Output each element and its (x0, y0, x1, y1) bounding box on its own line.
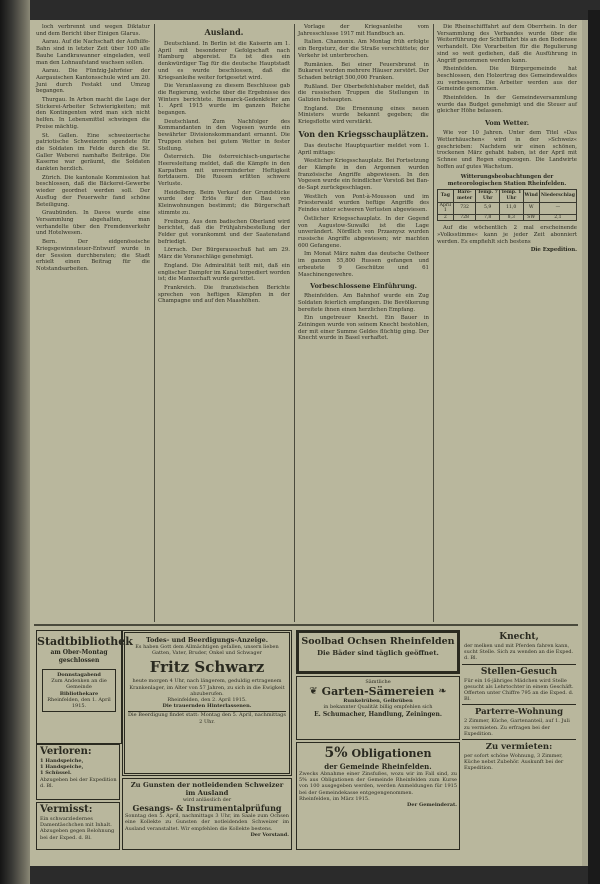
article-paragraph: Freiburg. Aus dem badischen Oberland wird berichtet, daß die Frühjahrsbestellung der Felder gut vorankommt und der Saatenstand befriedigt. (158, 218, 290, 245)
bonds-percent: 5% (324, 745, 348, 761)
ad-lost (36, 744, 120, 800)
section-heading-ausland: Ausland. (204, 27, 244, 37)
expedition-sign: Die Expedition. (530, 247, 577, 254)
concert-sub: wird anlässlich der (182, 797, 232, 803)
small-ad-text: Für ein 16-jähriges Mädchen wird Stelle gesucht als Lehrtochter in einem Geschäft. Offerten unter Chiffre 795 an die Exped. d. Bl. (464, 677, 574, 703)
seeds-text: in bekannter Qualität billig empfehlen sich (323, 704, 433, 711)
table-cell: 2 (438, 214, 454, 221)
library-date: Rheinfelden, den 1. April 1915. (47, 696, 111, 710)
small-ad-title: Zu vermieten: (485, 742, 553, 753)
column-1 (36, 24, 150, 622)
table-header: Wind (523, 190, 539, 202)
ads-separator (34, 624, 578, 626)
table-header: Temp. 7 Uhr (477, 190, 498, 201)
small-ad-title: Stellen-Gesuch (480, 666, 558, 677)
article-paragraph: Italien. Chamonix. Am Montag früh erfolgte ein Bergsturz, der die Straße verschüttete; der Verkehr ist unterbrochen. (298, 39, 429, 59)
concert-title: Zu Gunsten der notleidenden Schweizer im Ausland (130, 781, 284, 797)
article-paragraph: Lörrach. Der Bürgerausschuß hat am 29. März die Voranschläge genehmigt. (158, 247, 290, 261)
article-paragraph: Vorlage der Kriegsanleihe vom Jahresschlusse 1917 mit Handbuch an. (298, 24, 429, 37)
article-paragraph: St. Gallen. Eine schweizerische patriotische Schweizerin spendete für die Soldaten im Felde durch die St. Galler Weberei namhafte Beiträge. Die Kaserne war geräumt, die Soldaten dankten herzlich. (36, 132, 150, 173)
article-paragraph: Rheinfelden. In der Gemeindeversammlung wurde das Budget genehmigt und die Steuer auf gleicher Höhe belassen. (437, 95, 577, 115)
lost-item: 1 Handspeiche, (40, 764, 84, 771)
solbad-title: Soolbad Ochsen Rheinfelden (301, 636, 455, 647)
table-cell: W (523, 202, 539, 214)
weather-table (437, 189, 577, 221)
article-paragraph: Rheinfelden. Am Bahnhof wurde ein Zug Soldaten feierlich empfangen. Die Bevölkerung bereitete ihnen einen herzlichen Empfang. (298, 293, 429, 313)
missing-title: Vermisst: (40, 804, 93, 815)
table-cell: 2,1 (539, 214, 576, 221)
small-ad (462, 740, 576, 774)
table-cell: April 1 (438, 202, 454, 214)
ad-death-notice (122, 630, 292, 776)
page-edge (582, 20, 588, 866)
small-ad-title: Knecht, (499, 632, 539, 642)
table-header: Tag (438, 190, 454, 202)
small-ad (462, 630, 576, 665)
article-paragraph: Das deutsche Hauptquartier meldet vom 1. April mittags: (298, 142, 429, 156)
table-cell: 732 (453, 202, 476, 214)
table-cell: 11,0 (499, 202, 523, 214)
concert-text: Sonntag den 5. April, nachmittags 3 Uhr, im Saale zum Ochsen eine Kollekte zu Gunsten der notleidenden Schweizer im Ausland veranstaltet. Wir empfehlen die Kollekte bestens. (125, 813, 289, 832)
article-paragraph: Rheinfelden. Die Bürgergemeinde hat beschlossen, den Holzertrag des Gemeindewaldes zu verbessern. Die Arbeiter werden aus der Gemeinde genommen. (437, 66, 577, 93)
death-title: Todes- und Beerdigungs-Anzeige. (145, 636, 269, 644)
ad-seeds (296, 676, 460, 740)
seeds-pre: Sämtliche (365, 679, 391, 685)
small-ad-title: Parterre-Wohnung (474, 707, 564, 718)
section-heading-weather: Vom Wetter. (484, 119, 530, 128)
column-rule (154, 24, 155, 622)
article-paragraph: Aarau. Auf die Nachschaft der Aufhilfe-Bahn sind in letzter Zeit über 100 alle Bauhe Landkrawanner eingeladen, weil man den Lohnaufstand wachsen sollen. (36, 39, 150, 66)
solbad-subtitle: Die Bäder sind täglich geöffnet. (317, 649, 439, 657)
ad-missing (36, 802, 120, 850)
ad-concert (122, 778, 292, 850)
lost-item: 1 Handspeiche, (40, 758, 84, 764)
bonds-sign: Der Gemeinderat. (407, 802, 457, 809)
newspaper-page (30, 20, 582, 866)
seeds-title-row (299, 685, 457, 698)
lost-note: Abzugeben bei der Expedition d. Bl. (40, 776, 117, 789)
article-paragraph: Thurgau. In Arbon macht die Lage der Stickerei-Arbeiter Schwierigkeiten; mit den Kontingenten wird man sich nicht helfen. In Lebensmittel schwingen die Preise mächtig. (36, 97, 150, 130)
article-paragraph: Aarau. Die Fünfzig-Jahrfeier der Aargauischen Kantonsschule wird am 20. Juni durch Festakt und Umzug begangen. (36, 68, 150, 95)
library-line: Bibliothekare (59, 690, 99, 697)
flower-ornament-icon: ❦ (309, 686, 318, 698)
article-paragraph: Zürich. Die kantonale Kommission hat beschlossen, daß die Bäckerei-Gewerbe wieder geordnet werden soll. Der Ausflug der Feuerwehr fand schöne Beteiligung. (36, 174, 150, 208)
bonds-text: Zwecks Abnahme einer Zinsfußes, wozu wir im Fall sind, zu 5% aus Obligationen der Gemeinde Rheinfelden zum Kurse von 100 ausgegeben werden, werden Anmeldungen für 1915 bei der Gemeindekasse entgegengenommen. (299, 771, 457, 796)
article-paragraph: Graubünden. In Davos wurde eine Versammlung abgehalten, man verhandelte über den Fremdenverkehr und Hotelwesen. (36, 210, 150, 237)
library-line: Donnstagabend (57, 672, 101, 678)
seeds-title: Garten-Sämereien (321, 685, 435, 699)
table-cell: 5,9 (476, 202, 500, 214)
article-paragraph: Österreich. Die österreichisch-ungarische Heeresleitung meldet, daß die Kämpfe in den Karpathen mit unverminderter Heftigkeit fortdauern. Die Russen erlitten schwere Verluste. (158, 154, 290, 188)
article-paragraph: Bern. Der eidgenössische Kriegsgewinnsteuer-Entwurf wurde in der Session durchberaten; die Stadt erhielt einen Beitrag für die Notstandsarbeiten. (36, 239, 150, 272)
small-ad (462, 705, 576, 740)
article-paragraph: Östlicher Kriegsschauplatz. In der Gegend von Augustow-Suwalki ist die Lage unverändert. Nördlich von Przasnysz wurden russische Angriffe abgewiesen; wir machten 600 Gefangene. (298, 215, 429, 249)
article-paragraph: Wie vor 10 Jahren. Unter dem Titel »Das Wetterhäuschen« wird in der »Schweiz« geschrieben: Nachdem wir einen schönen, trockenen März gehabt haben, ist der April mit Schnee und Regen eingezogen. Die Landwirte hoffen auf gutes Wachstum. (437, 130, 577, 170)
library-title: Stadtbibliothek (37, 635, 133, 648)
small-ad-text: per sofort schöne Wohnung, 3 Zimmer, Küche nebst Zubehör. Auskunft bei der Expedition. (464, 753, 564, 772)
ad-library (36, 630, 133, 744)
table-cell: — (539, 202, 576, 214)
small-ad-text: der melken und mit Pferden fahren kann, sucht Stelle. Sich zu wenden an die Exped. d. Bl. (464, 643, 574, 662)
lost-title: Verloren: (40, 746, 92, 757)
table-header: Niederschlag (539, 190, 576, 202)
small-ad (462, 665, 576, 706)
article-paragraph: Westlicher Kriegsschauplatz. Bei Fortsetzung der Kämpfe in den Argonnen wurden französische Angriffe abgewiesen. In den Vogesen wurde ein feindlicher Vorstoß bei Ban-de-Sapt zurückgeschlagen. (298, 158, 429, 192)
table-row (438, 202, 577, 214)
article-paragraph: Rumänien. Bei einer Feuersbrunst in Bukarest wurden mehrere Häuser zerstört. Der Schaden beträgt 500,000 Franken. (298, 61, 429, 81)
subscription-note: Auf die wöchentlich 2 mal erscheinende »Volksstimme« kann je jeder Zeit abonniert werden. Es empfiehlt sich bestens (437, 225, 577, 245)
article-paragraph: Deutschland. Zum Nachfolger des Kommandanten in den Vogesen wurde ein bewährter Divisionskommandant ernannt. Die Truppen stehen bei gutem Wetter in fester Stellung. (158, 118, 290, 152)
bonds-title-row (299, 745, 457, 762)
book-spine (0, 0, 30, 884)
weather-table-title: Witterungsbeobachtungen der meteorologischen Station Rheinfelden. (447, 174, 567, 187)
flower-ornament-icon: ❧ (438, 686, 447, 698)
table-cell: SW (523, 214, 539, 221)
article-paragraph: England. Die Ernennung eines neuen Ministers wurde bekannt gegeben; die Kriegsflotte wird verstärkt. (298, 105, 429, 126)
deceased-name: Fritz Schwarz (149, 658, 265, 677)
column-2 (158, 24, 290, 622)
burial-info: Die Beerdigung findet statt: Montag den 5. April, nachmittags 2 Uhr. (128, 712, 286, 725)
small-ads-column (462, 630, 576, 850)
article-paragraph: England. Die Admiralität teilt mit, daß ein englischer Dampfer im Kanal torpediert worden ist; die Mannschaft wurde gerettet. (158, 262, 290, 283)
article-paragraph: Ein ungetreuer Knecht. Ein Bauer in Zeiningen wurde von seinem Knecht bestohlen, der mit einer Summe Geldes flüchtig ging. Der Knecht wurde in Basel verhaftet. (298, 315, 429, 342)
death-date: Rheinfelden, den 2. April 1915. (167, 697, 247, 704)
subsection-heading: Vorbeschlossene Einführung. (310, 282, 417, 291)
seeds-sub: Runkelrüben, Gelbrüben (343, 698, 413, 705)
article-paragraph: Die Rheinschifffahrt auf dem Oberrhein. In der Versammlung des Verbandes wurde über die Weiterführung der Schifffahrt bis an den Bodensee verhandelt. Die Vorarbeiten für die Regulierung sind so weit gediehen, daß die Ausführung in Angriff genommen werden kann. (437, 24, 577, 64)
article-paragraph: Frankreich. Die französischen Berichte sprechen von heftigen Kämpfen in der Champagne und auf den Maashöhen. (158, 284, 290, 305)
bonds-date: Rheinfelden, im März 1915. (299, 795, 370, 802)
seeds-shop: E. Schumacher, Handlung, Zeiningen. (314, 710, 442, 718)
library-subtitle: am Ober-Montag geschlossen (50, 649, 108, 664)
table-cell: 7,8 (476, 214, 500, 221)
column-rule (433, 24, 434, 622)
column-rule (294, 24, 295, 622)
library-notice-box (42, 669, 116, 712)
table-header: Baro-meter (453, 190, 476, 202)
death-detail: heute morgen 4 Uhr, nach längerem, geduldig ertragenem Krankenlager, im Alter von 57 Jahren, zu sich in die Ewigkeit abzuberufen. (129, 678, 285, 697)
bonds-title: Obligationen (351, 747, 432, 760)
small-ad-text: 2 Zimmer, Küche, Gartenanteil, auf 1. Juli zu vermieten. Zu erfragen bei der Expedition. (464, 718, 570, 737)
death-text: Es haben Gott dem Allmächtigen gefallen, unsern lieben Gatten, Vater, Bruder, Onkel und Schwager (135, 644, 279, 657)
table-row (438, 214, 577, 221)
article-paragraph: Im Monat März nahm das deutsche Ostheer im ganzen 55,800 Russen gefangen und erbeutete 9 Geschütze und 61 Maschinengewehre. (298, 251, 429, 278)
concert-sign: Der Vorstand. (250, 831, 289, 838)
library-line: Zum Andenken an die Gemeinde (51, 678, 107, 691)
page-shadow (588, 10, 600, 884)
article-paragraph: Heidelberg. Beim Verkauf der Grundstücke wurde der Erlös für den Bau von Kleinwohnungen bestimmt; die Bürgerschaft stimmte zu. (158, 189, 290, 216)
article-paragraph: Westlich von Pont-à-Mousson und im Priesterwald wurden heftige Angriffe des Feindes unter schweren Verlusten abgewiesen. (298, 193, 429, 214)
table-header-row (438, 190, 577, 202)
table-cell: 728 (453, 214, 476, 221)
column-3 (298, 24, 429, 622)
lost-item: 1 Schüssel. (40, 770, 72, 777)
article-paragraph: Deutschland. In Berlin ist die Kaiserin am 1. April mit besonderer Gefolgschaft nach Hamburg abgereist. Es ist dies ein denkwürdiger Tag für die deutsche Hauptstadt und es wurde beschlossen, daß die Kriegsanleihe weiter fortgesetzt wird. (158, 41, 290, 81)
concert-heading: Gesangs- & Instrumentalprüfung (132, 803, 282, 814)
bonds-issuer: der Gemeinde Rheinfelden. (324, 762, 432, 771)
missing-text: Ein schwarzledernes Damentäschchen mit Inhalt. Abzugeben gegen Belohnung bei der Exped. d. Bl. (40, 816, 115, 841)
ad-bonds (296, 742, 460, 850)
table-header: Temp. 1 Uhr (501, 190, 522, 201)
column-4 (437, 24, 577, 622)
death-sign: Die trauernden Hinterlassenen. (162, 703, 252, 710)
article-paragraph: Die Veranlassung zu diesem Beschlusse gab die Regierung, welche über die Ergebnisse des Winters berichtete. Bismarck-Gedenkfeier am 1. April 1915 wurde im ganzen Reiche begangen. (158, 83, 290, 117)
ad-solbad (296, 630, 460, 674)
article-paragraph: loch verbrennt und wegen Diktatur und dem Bericht über Einigen Glarus. (36, 24, 150, 37)
table-cell: 8,3 (499, 214, 523, 221)
article-paragraph: Rußland. Der Oberbefehlshaber meldet, daß die russischen Truppen die Stellungen in Galizien behaupten. (298, 83, 429, 104)
section-heading-war: Von den Kriegsschauplätzen. (298, 128, 429, 139)
